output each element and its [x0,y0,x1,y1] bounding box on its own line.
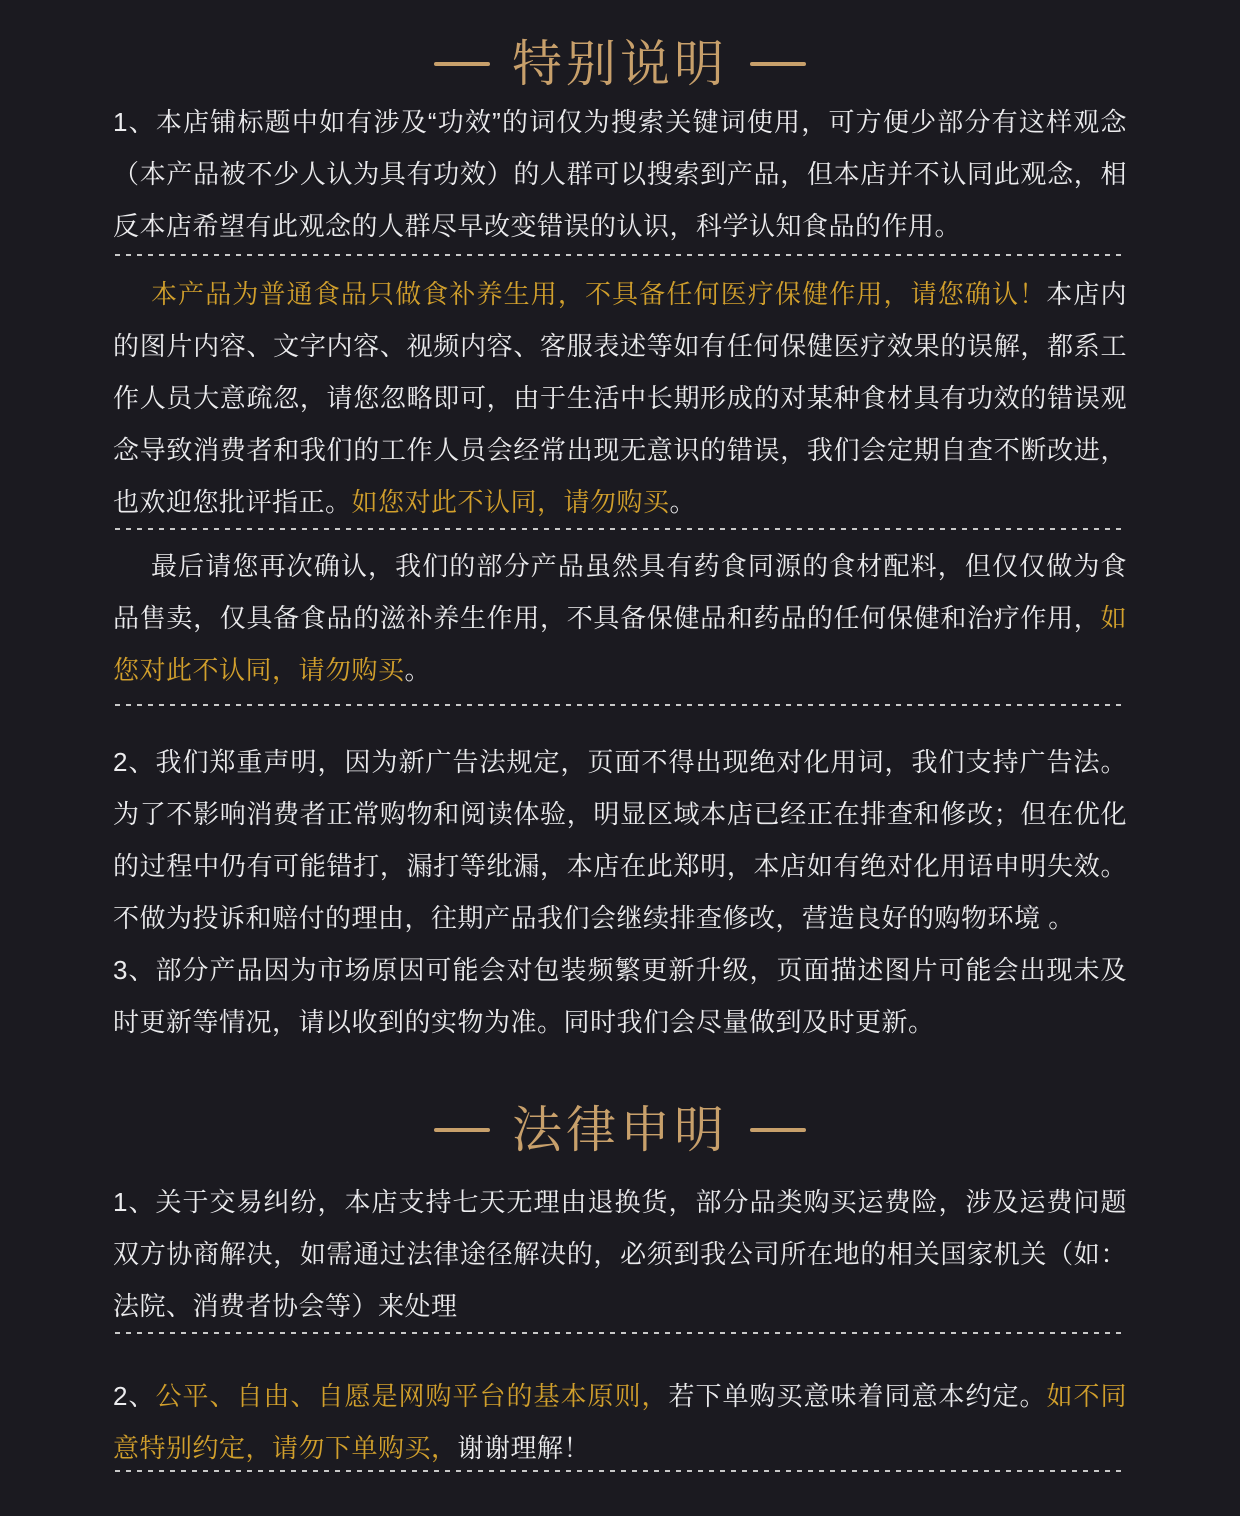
text-run-highlight: 本产品为普通食品只做食补养生用，不具备任何医疗保健作用，请您确认！ [151,279,1047,309]
purchase-agreement-paragraph [113,1370,1127,1474]
legal-statement-title-text: 法律申明 [512,1102,728,1158]
text-run: 若下单购买意味着同意本约定。 [668,1381,1047,1411]
special-notes-title-text: 特别说明 [512,36,728,92]
title-dash-left [434,1128,490,1132]
dispute-resolution-paragraph [113,1176,1127,1332]
text-run: 1、关于交易纠纷，本店支持七天无理由退换货，部分品类购买运费险，涉及运费问题双方协商解决，如需通过法律途径解决的，必须到我公司所在地的相关国家机关（如：法院、消费者协会等）来处理 [113,1187,1127,1321]
dashed-divider [115,254,1125,256]
text-run: 。 [669,487,697,517]
keyword-usage-paragraph [113,96,1127,252]
dashed-divider [115,1332,1125,1334]
text-run: 谢谢理解！ [457,1433,591,1463]
text-run: 本店内的图片内容、文字内容、视频内容、客服表述等如有任何保健医疗效果的误解，都系工作人员大意疏忽，请您忽略即可，由于生活中长期形成的对某种食材具有功效的错误观念导致消费者和我们的工作人员会经常出现无意识的错误，我们会定期自查不断改进，也欢迎您批评指正。 [113,279,1127,517]
text-run-highlight: 如您对此不认同，请勿购买 [351,487,670,517]
text-run: 1、本店铺标题中如有涉及“功效”的词仅为搜索关键词使用，可方便少部分有这样观念（本产品被不少人认为具有功效）的人群可以搜索到产品，但本店并不认同此观念，相反本店希望有此观念的人群尽早改变错误的认识，科学认知食品的作用。 [113,107,1127,241]
disclaimer-content [113,32,1127,1472]
special-notes-title [113,32,1127,96]
packaging-update-paragraph [113,944,1127,1048]
legal-statement-title [113,1098,1127,1162]
title-dash-right [750,1128,806,1132]
text-run-highlight: 公平、自由、自愿是网购平台的基本原则， [155,1381,669,1411]
text-run: 最后请您再次确认，我们的部分产品虽然具有药食同源的食材配料，但仅仅做为食品售卖，仅具备食品的滋补养生作用，不具备保健品和药品的任何保健和治疗作用， [113,551,1127,633]
title-dash-right [750,62,806,66]
ad-law-statement-paragraph [113,736,1127,944]
text-run-highlight: 如您对此不认同，请勿购买 [113,603,1127,685]
text-run: 。 [404,655,432,685]
dashed-divider [115,704,1125,706]
text-run: 2、我们郑重声明，因为新广告法规定，页面不得出现绝对化用词，我们支持广告法。为了不影响消费者正常购物和阅读体验，明显区域本店已经正在排查和修改；但在优化的过程中仍有可能错打，漏打等纰漏，本店在此郑明，本店如有绝对化用语申明失效。不做为投诉和赔付的理由，往期产品我们会继续排查修改，营造良好的购物环境 。 [113,747,1127,933]
final-confirmation-paragraph [113,540,1127,696]
title-dash-left [434,62,490,66]
text-run: 2、 [113,1381,156,1411]
text-run-highlight: 如不同意特别约定，请勿下单购买， [113,1381,1127,1463]
text-run: 3、部分产品因为市场原因可能会对包装频繁更新升级，页面描述图片可能会出现未及时更新等情况，请以收到的实物为准。同时我们会尽量做到及时更新。 [113,955,1127,1037]
food-disclaimer-paragraph [113,268,1127,528]
dashed-divider [115,528,1125,530]
